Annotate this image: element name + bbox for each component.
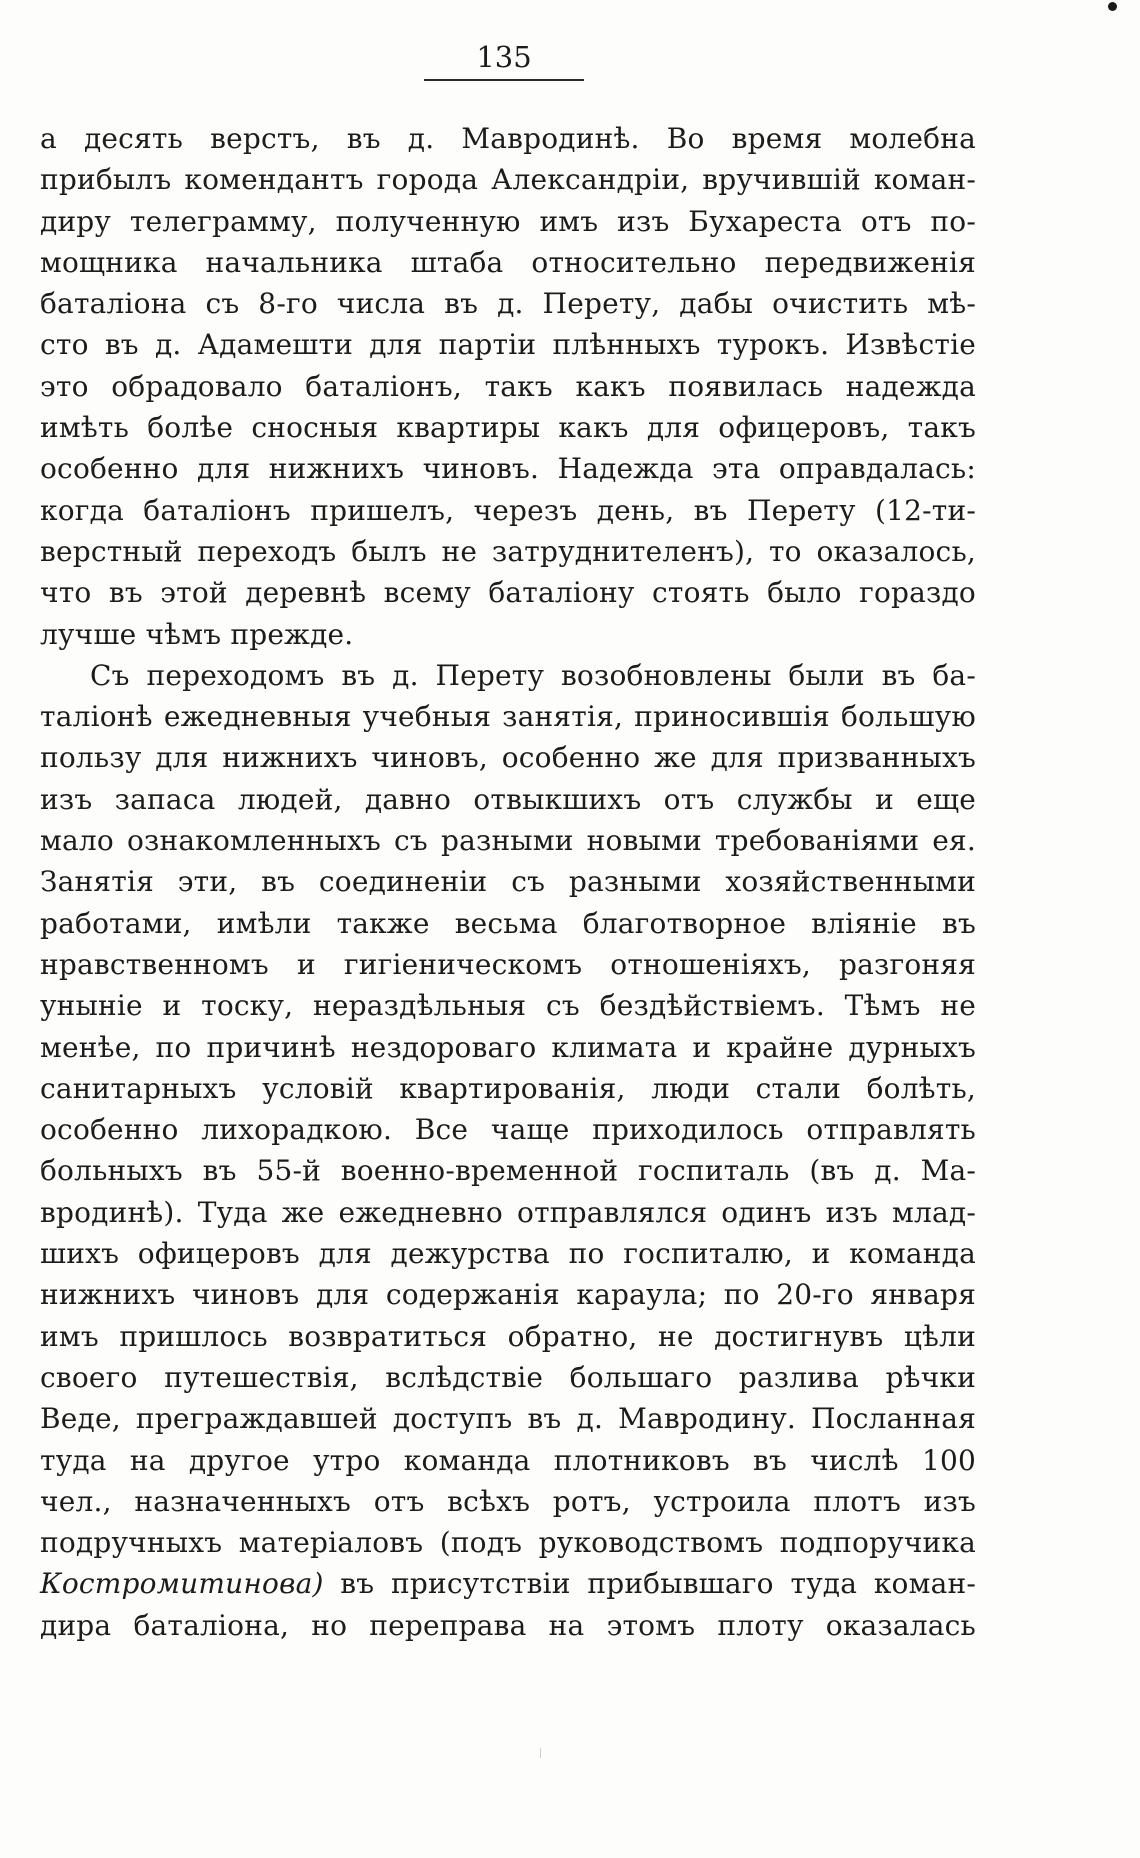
- scan-artifact: [540, 1748, 541, 1758]
- text-line: особенно лихорадкою. Все чаще приходилось отправлять: [40, 1113, 976, 1147]
- text-line: нижнихъ чиновъ для содержанія караула; по 20-го января: [40, 1278, 976, 1312]
- text-line: мало ознакомленныхъ съ разными новыми требованіями ея.: [40, 824, 976, 858]
- text-line: прибылъ комендантъ города Александріи, вручившій коман-: [40, 163, 976, 197]
- text-line: особенно для нижнихъ чиновъ. Надежда эта оправдалась:: [40, 452, 976, 486]
- text-line: работами, имѣли также весьма благотворное вліяніе въ: [40, 906, 976, 940]
- text-line: вродинѣ). Туда же ежедневно отправлялся одинъ изъ млад-: [40, 1195, 976, 1229]
- paragraph-1: [40, 118, 976, 655]
- text-line: дира баталіона, но переправа на этомъ плоту оказалась: [40, 1608, 976, 1642]
- ink-dot: [1108, 2, 1117, 11]
- text-line: когда баталіонъ пришелъ, черезъ день, въ Перету (12-ти-: [40, 493, 976, 527]
- text-line: баталіона съ 8-го числа въ д. Перету, дабы очистить мѣ-: [40, 287, 976, 321]
- text-line: уныніе и тоску, нераздѣльныя съ бездѣйствіемъ. Тѣмъ не: [40, 989, 976, 1023]
- text-line: Веде, преграждавшей доступъ въ д. Мавродину. Посланная: [40, 1402, 976, 1436]
- text-line: шихъ офицеровъ для дежурства по госпиталю, и команда: [40, 1237, 976, 1271]
- text-line: нравственномъ и гигіеническомъ отношеніяхъ, разгоняя: [40, 947, 976, 981]
- text-line-remainder: въ присутствіи прибывшаго туда коман-: [323, 1567, 976, 1601]
- text-line: сто въ д. Адамешти для партіи плѣнныхъ турокъ. Извѣстіе: [40, 328, 976, 362]
- text-line: мощника начальника штаба относительно передвиженія: [40, 245, 976, 279]
- text-line: Занятія эти, въ соединеніи съ разными хозяйственными: [40, 865, 976, 899]
- text-line: таліонѣ ежедневныя учебныя занятія, приносившія большую: [40, 700, 976, 734]
- italic-surname: Костромитинова): [40, 1567, 324, 1601]
- text-line: своего путешествія, вслѣдствіе большаго разлива рѣчки: [40, 1360, 976, 1394]
- page-number: 135: [476, 40, 532, 74]
- text-line: что въ этой деревнѣ всему баталіону стоять было гораздо: [40, 576, 976, 610]
- text-line: диру телеграмму, полученную имъ изъ Бухареста отъ по-: [40, 204, 976, 238]
- text-line: имѣть болѣе сносныя квартиры какъ для офицеровъ, такъ: [40, 411, 976, 445]
- text-line: туда на другое утро команда плотниковъ въ числѣ 100: [40, 1443, 976, 1477]
- text-line: подручныхъ матеріаловъ (подъ руководствомъ подпоручика: [40, 1526, 976, 1560]
- page-number-rule: [424, 79, 584, 81]
- text-line: Съ переходомъ въ д. Перету возобновлены были въ ба-: [90, 658, 976, 692]
- text-line: менѣе, по причинѣ нездороваго климата и крайне дурныхъ: [40, 1030, 976, 1064]
- body-text: [40, 118, 976, 1646]
- text-line: имъ пришлось возвратиться обратно, не достигнувъ цѣли: [40, 1319, 976, 1353]
- text-line-with-italic-name: [40, 1563, 976, 1604]
- text-line: чел., назначенныхъ отъ всѣхъ ротъ, устроила плотъ изъ: [40, 1484, 976, 1518]
- text-line: больныхъ въ 55-й военно-временной госпиталь (въ д. Ма-: [40, 1154, 976, 1188]
- paragraph-2: [40, 655, 976, 1646]
- text-line: верстный переходъ былъ не затруднителенъ), то оказалось,: [40, 534, 976, 568]
- text-line: лучше чѣмъ прежде.: [40, 617, 354, 651]
- text-line: это обрадовало баталіонъ, такъ какъ появилась надежда: [40, 369, 976, 403]
- text-line: изъ запаса людей, давно отвыкшихъ отъ службы и еще: [40, 782, 976, 816]
- text-line: а десять верстъ, въ д. Мавродинѣ. Во время молебна: [40, 122, 976, 155]
- text-line: санитарныхъ условій квартированія, люди стали болѣть,: [40, 1071, 976, 1105]
- text-line: пользу для нижнихъ чиновъ, особенно же для призванныхъ: [40, 741, 976, 775]
